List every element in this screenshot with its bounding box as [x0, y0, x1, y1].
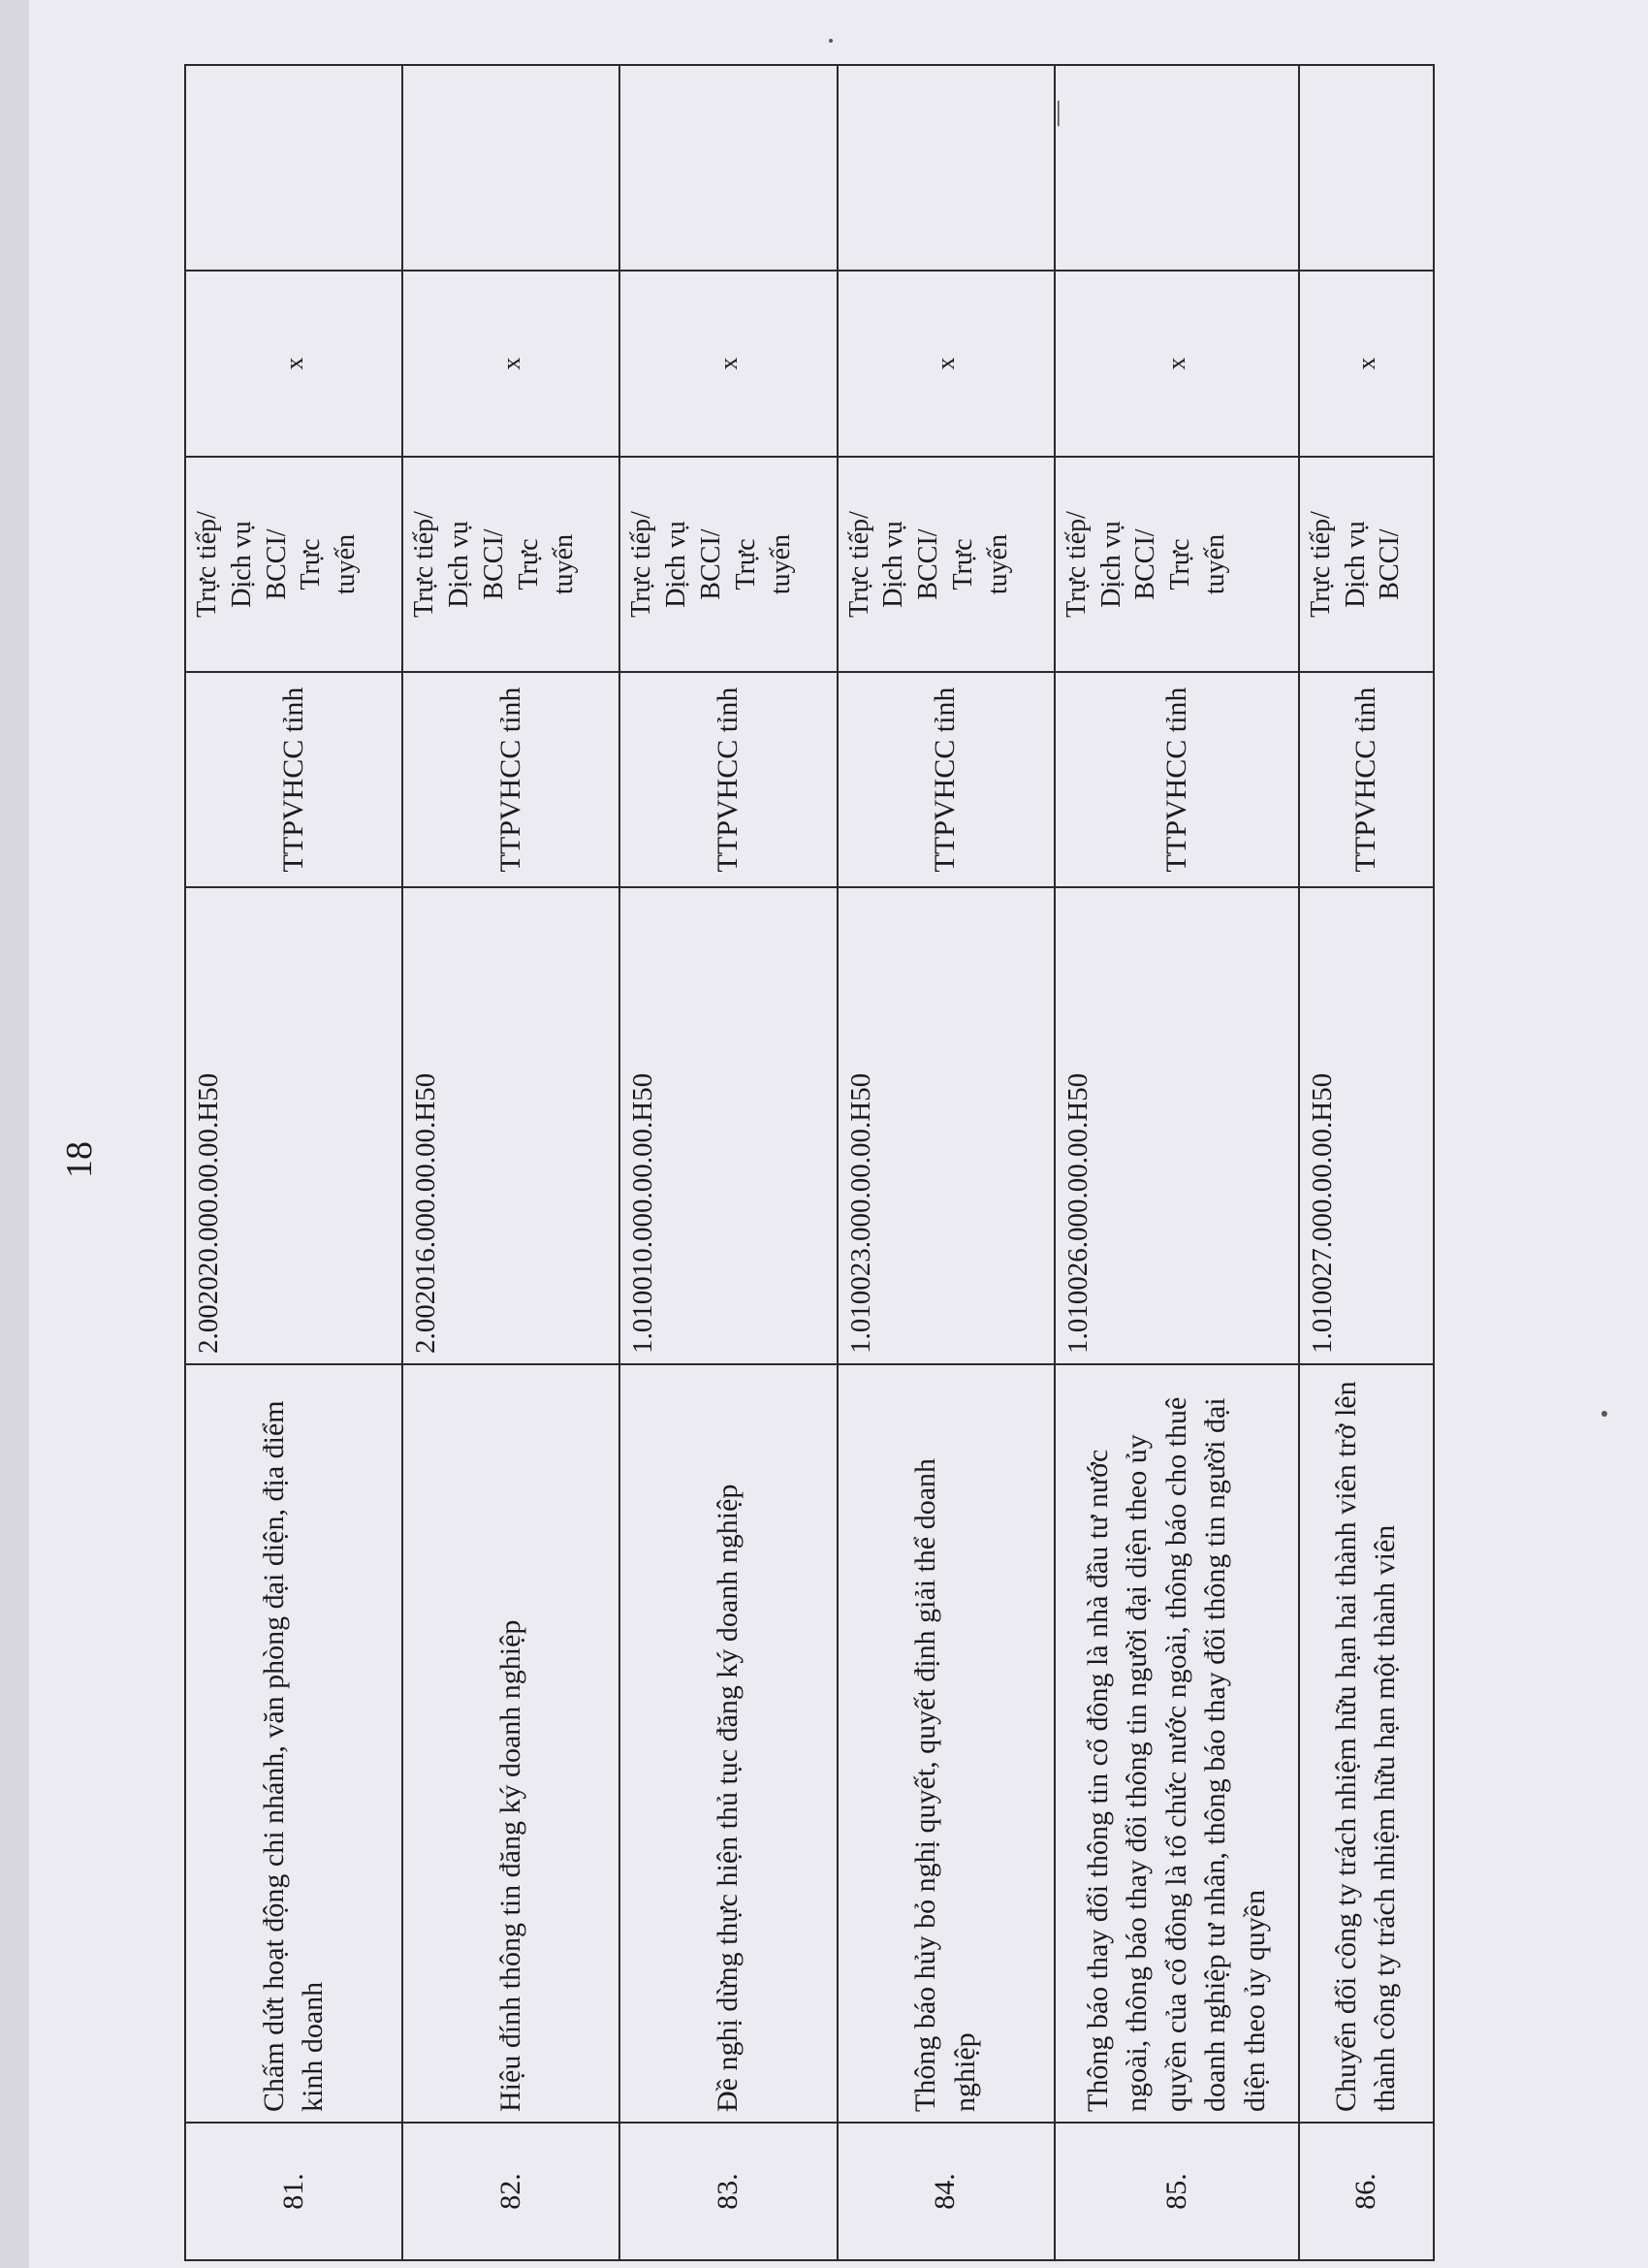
procedure-code: 1.010027.000.00.00.H50 — [1299, 887, 1434, 1364]
rotated-table-wrapper — [184, 215, 1435, 2261]
procedure-name: Đề nghị dừng thực hiện thủ tục đăng ký doanh nghiệp — [619, 1364, 837, 2123]
submission-mode — [838, 457, 1055, 672]
table-row — [1055, 65, 1299, 2260]
table-row — [838, 65, 1055, 2260]
submission-mode-line: Dịch vụ — [661, 521, 692, 608]
implementing-agency: TTPVHCC tỉnh — [185, 672, 402, 887]
check-mark: x — [1299, 271, 1434, 457]
submission-mode-line: tuyến — [1200, 533, 1231, 595]
submission-mode — [402, 457, 619, 672]
submission-mode-line: tuyến — [765, 533, 796, 595]
submission-mode — [185, 457, 402, 672]
table-row — [619, 65, 837, 2260]
blank-cell — [1299, 65, 1434, 271]
submission-mode-line: Trực — [296, 538, 327, 591]
row-number: 82. — [402, 2123, 619, 2260]
procedure-code: 2.002020.000.00.00.H50 — [185, 887, 402, 1364]
margin-mark: — — [1042, 101, 1070, 126]
submission-mode-line: Dịch vụ — [1340, 521, 1371, 608]
submission-mode — [619, 457, 837, 672]
procedures-table — [184, 64, 1435, 2261]
procedure-code: 1.010010.000.00.00.H50 — [619, 887, 837, 1364]
procedure-name: Thông báo hủy bỏ nghị quyết, quyết định giải thể doanh nghiệp — [838, 1364, 1055, 2123]
submission-mode-line: BCCI/ — [1375, 528, 1406, 600]
submission-mode-line: BCCI/ — [261, 528, 292, 600]
submission-mode-line: BCCI/ — [913, 528, 944, 600]
procedure-name: Hiệu đính thông tin đăng ký doanh nghiệp — [402, 1364, 619, 2123]
submission-mode-line: Trực tiếp/ — [192, 511, 222, 618]
table-row — [1299, 65, 1434, 2260]
scan-speck — [1601, 1411, 1607, 1417]
submission-mode-line: BCCI/ — [1130, 528, 1161, 600]
implementing-agency: TTPVHCC tỉnh — [838, 672, 1055, 887]
submission-mode-line: tuyến — [331, 533, 362, 595]
submission-mode-line: Trực — [730, 538, 761, 591]
table-row — [402, 65, 619, 2260]
procedure-name: Chuyển đổi công ty trách nhiệm hữu hạn hai thành viên trở lên thành công ty trách nhiệm hữu hạn một thành viên — [1299, 1364, 1434, 2123]
submission-mode-line: Dịch vụ — [444, 521, 475, 608]
scan-speck — [829, 39, 833, 43]
submission-mode-line: Trực tiếp/ — [843, 511, 874, 618]
row-number: 81. — [185, 2123, 402, 2260]
implementing-agency: TTPVHCC tỉnh — [402, 672, 619, 887]
row-number: 84. — [838, 2123, 1055, 2260]
submission-mode-line: Trực — [948, 538, 979, 591]
check-mark: x — [838, 271, 1055, 457]
page-number: 18 — [59, 1141, 100, 1178]
submission-mode-line: BCCI/ — [478, 528, 509, 600]
check-mark: x — [1055, 271, 1299, 457]
submission-mode-line: Trực — [1165, 538, 1196, 591]
procedure-name: Chấm dứt hoạt động chi nhánh, văn phòng đại diện, địa điểm kinh doanh — [185, 1364, 402, 2123]
submission-mode-line: Dịch vụ — [1095, 521, 1126, 608]
submission-mode-line: tuyến — [548, 533, 579, 595]
implementing-agency: TTPVHCC tỉnh — [1055, 672, 1299, 887]
submission-mode-line: tuyến — [982, 533, 1013, 595]
submission-mode — [1299, 457, 1434, 672]
check-mark: x — [619, 271, 837, 457]
row-number: 83. — [619, 2123, 837, 2260]
scan-edge — [0, 0, 29, 2268]
implementing-agency: TTPVHCC tỉnh — [619, 672, 837, 887]
submission-mode-line: Trực tiếp/ — [409, 511, 440, 618]
submission-mode-line: Trực tiếp/ — [1061, 511, 1092, 618]
submission-mode-line: BCCI/ — [696, 528, 727, 600]
check-mark: x — [402, 271, 619, 457]
blank-cell — [1055, 65, 1299, 271]
submission-mode-line: Trực — [513, 538, 544, 591]
implementing-agency: TTPVHCC tỉnh — [1299, 672, 1434, 887]
table-row — [185, 65, 402, 2260]
submission-mode-line: Dịch vụ — [878, 521, 909, 608]
blank-cell — [185, 65, 402, 271]
submission-mode — [1055, 457, 1299, 672]
procedure-code: 1.010023.000.00.00.H50 — [838, 887, 1055, 1364]
submission-mode-line: Dịch vụ — [226, 521, 257, 608]
row-number: 86. — [1299, 2123, 1434, 2260]
blank-cell — [402, 65, 619, 271]
procedure-name: Thông báo thay đổi thông tin cổ đông là nhà đầu tư nước ngoài, thông báo thay đổi thông tin người đại diện theo ủy quyền của cổ đông là tổ chức nước ngoài, thông báo cho thuê doanh nghiệp tư nhân, thông báo thay đổi thông tin người đại diện theo ủy quyền — [1055, 1364, 1299, 2123]
submission-mode-line: Trực tiếp/ — [626, 511, 657, 618]
row-number: 85. — [1055, 2123, 1299, 2260]
submission-mode-line: Trực tiếp/ — [1305, 511, 1336, 618]
procedure-code: 2.002016.000.00.00.H50 — [402, 887, 619, 1364]
blank-cell — [838, 65, 1055, 271]
procedure-code: 1.010026.000.00.00.H50 — [1055, 887, 1299, 1364]
check-mark: x — [185, 271, 402, 457]
blank-cell — [619, 65, 837, 271]
